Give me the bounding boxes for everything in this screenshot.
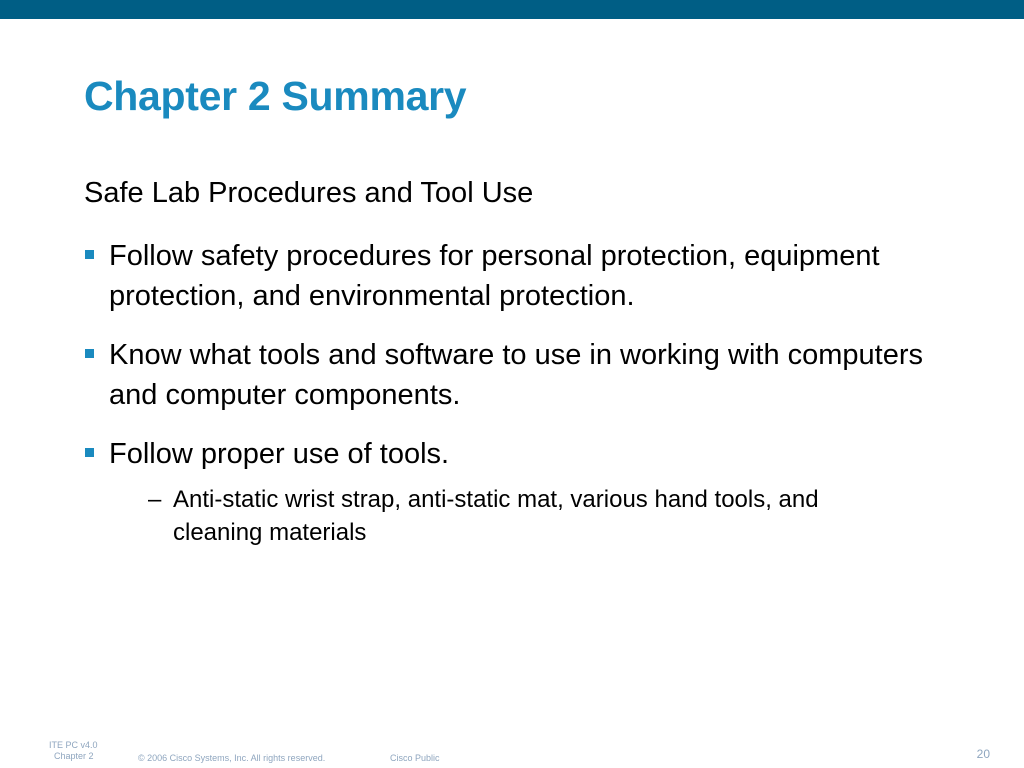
footer-course: ITE PC v4.0 bbox=[49, 740, 98, 750]
square-bullet-icon bbox=[85, 349, 94, 358]
bullet-item bbox=[84, 434, 934, 474]
dash-bullet-marker: – bbox=[148, 486, 162, 513]
sub-bullet-text: Anti-static wrist strap, anti-static mat, various hand tools, and cleaning materials bbox=[173, 486, 819, 546]
bullet-text: Know what tools and software to use in working with computers and computer components. bbox=[109, 339, 924, 411]
slide-footer bbox=[0, 738, 1024, 768]
bullet-list bbox=[84, 236, 934, 549]
bullet-item bbox=[84, 335, 934, 415]
bullet-text: Follow proper use of tools. bbox=[109, 438, 450, 470]
footer-chapter: Chapter 2 bbox=[54, 751, 94, 761]
page-number: 20 bbox=[976, 747, 990, 761]
footer-classification: Cisco Public bbox=[390, 753, 440, 763]
square-bullet-icon bbox=[85, 250, 94, 259]
bullet-text: Follow safety procedures for personal protection, equipment protection, and environmental protection. bbox=[109, 240, 880, 312]
footer-copyright: © 2006 Cisco Systems, Inc. All rights reserved. bbox=[138, 753, 326, 763]
square-bullet-icon bbox=[85, 448, 94, 457]
slide-title: Chapter 2 Summary bbox=[84, 73, 467, 119]
footer-course-info bbox=[49, 740, 98, 762]
top-banner bbox=[0, 0, 1024, 19]
bullet-item bbox=[84, 236, 934, 316]
sub-bullet-list bbox=[84, 483, 874, 549]
sub-bullet-group bbox=[84, 483, 934, 549]
sub-bullet-item bbox=[148, 483, 874, 549]
section-heading: Safe Lab Procedures and Tool Use bbox=[84, 177, 534, 209]
